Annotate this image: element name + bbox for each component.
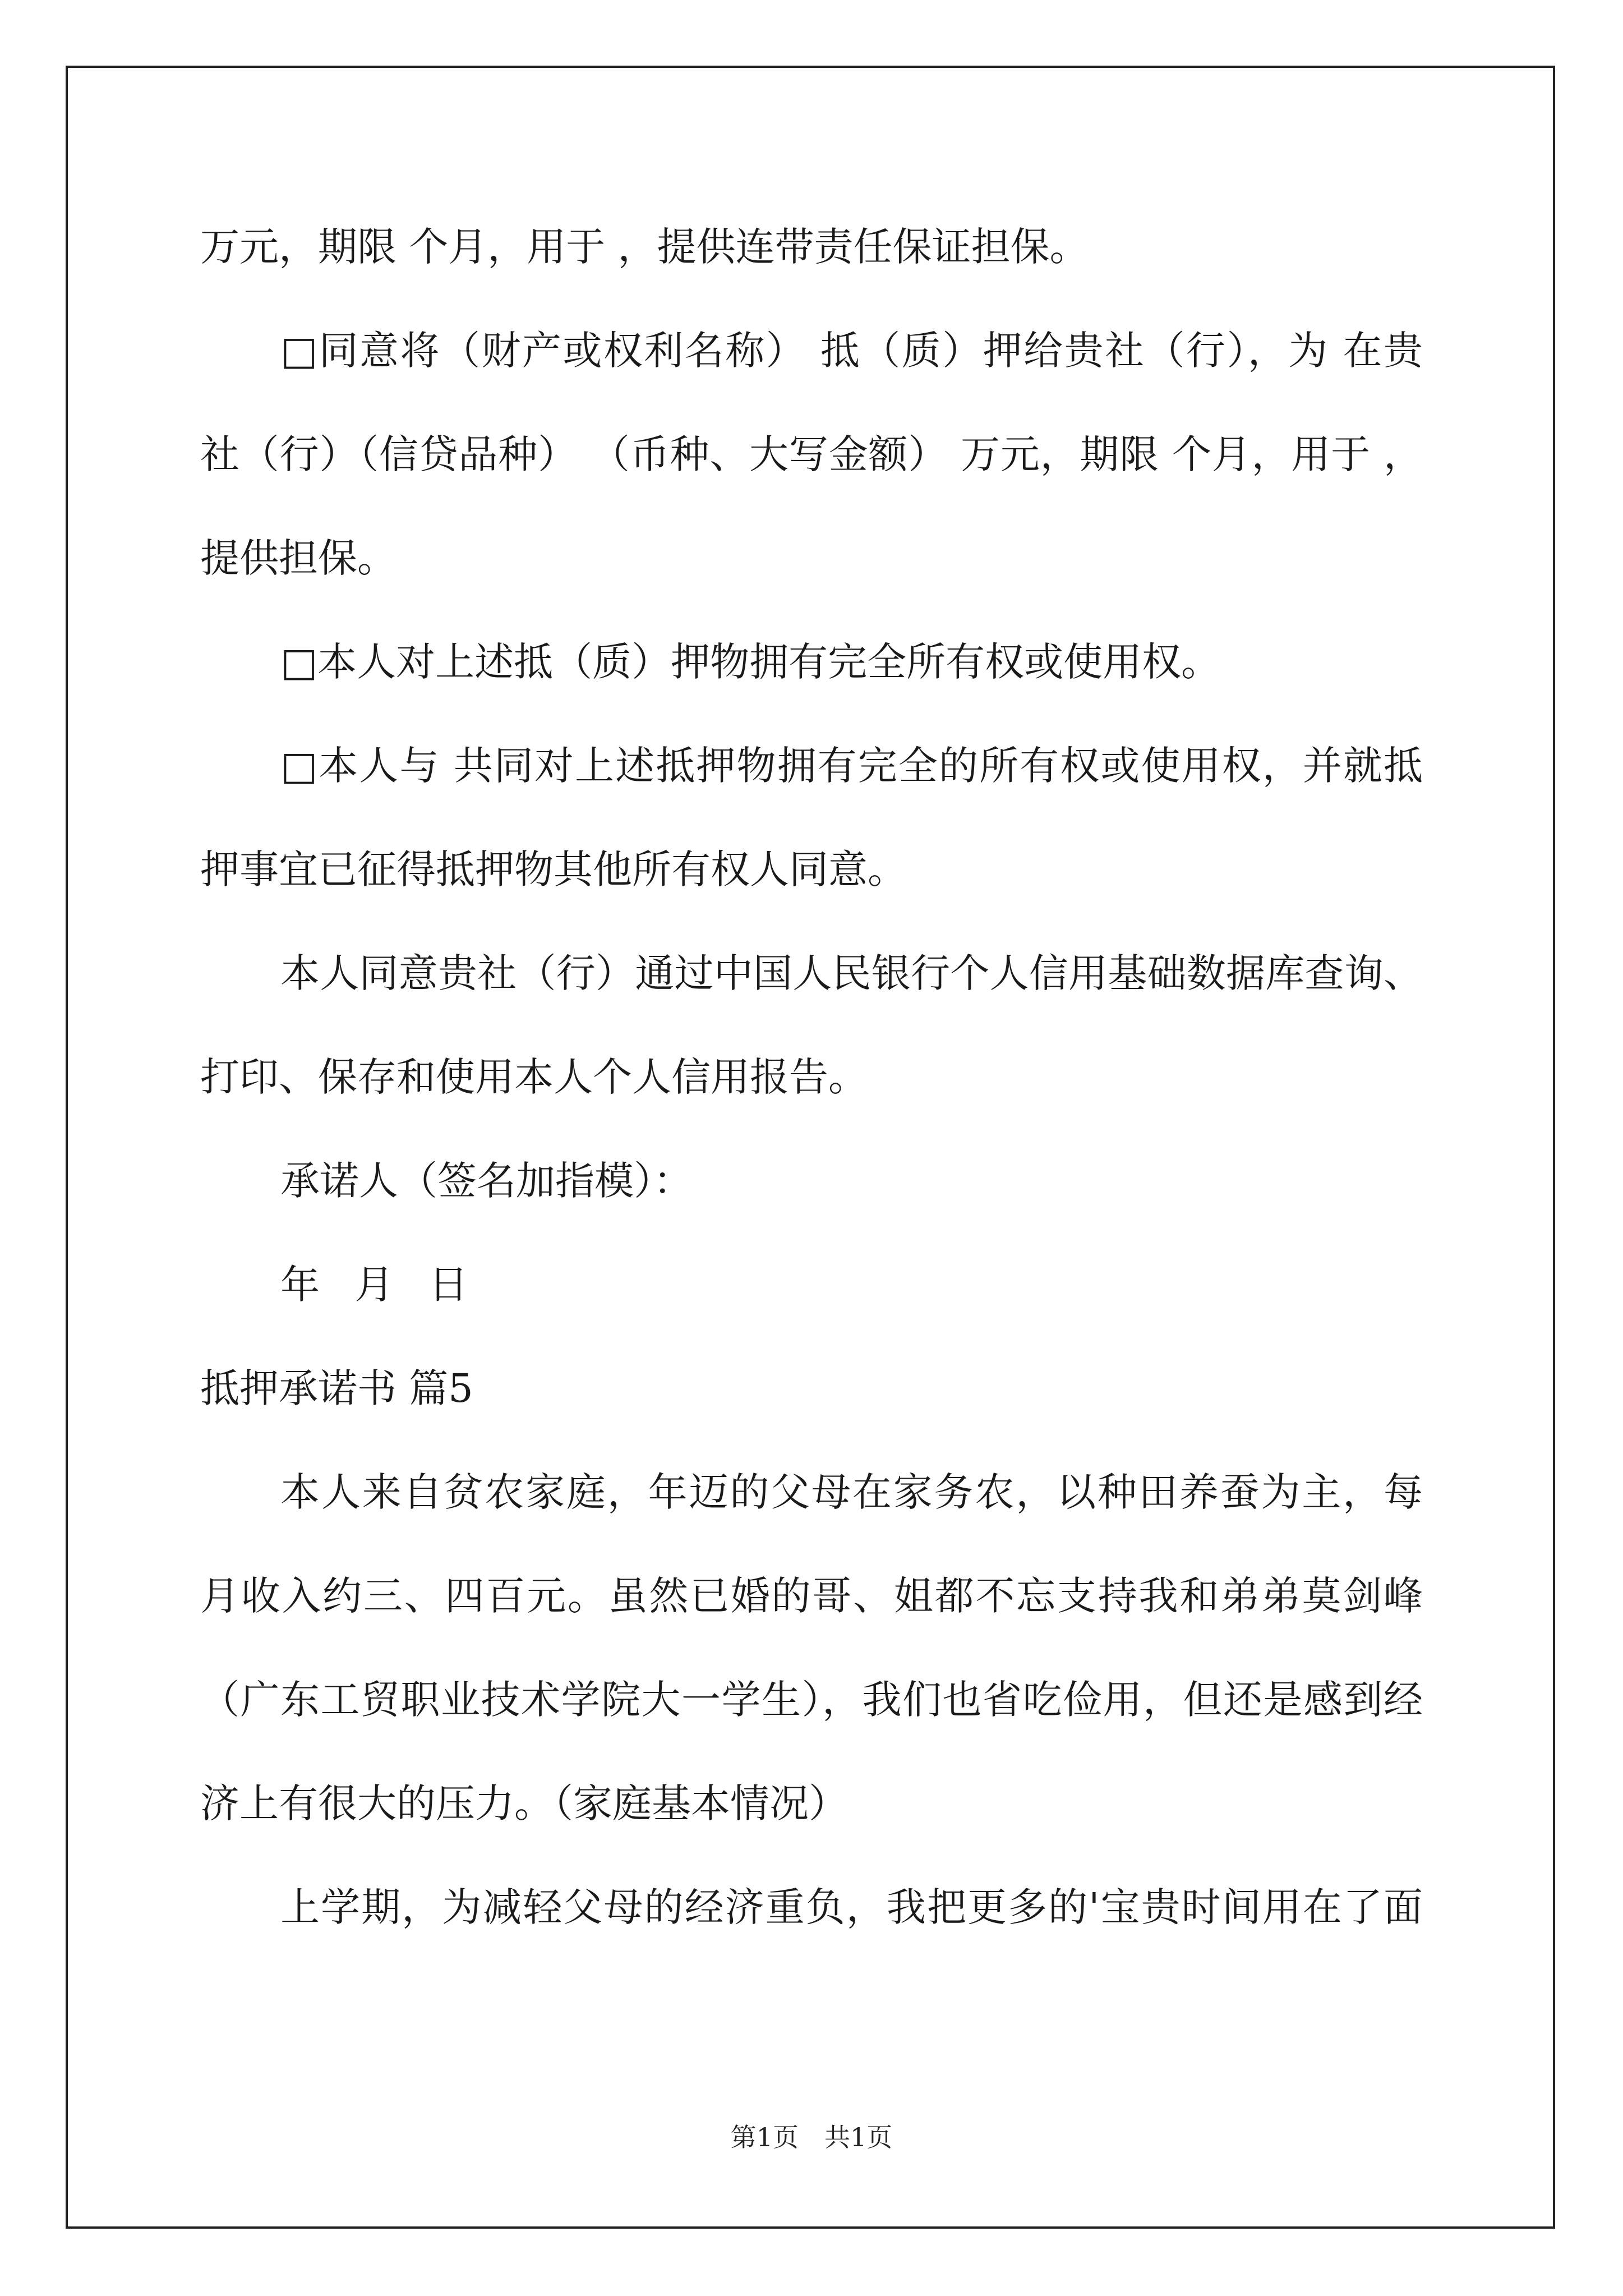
text-line-17: 上学期，为减轻父母的经济重负，我把更多的'宝贵时间用在了面 [280,1884,1423,1930]
text-line-7: 押事宜已征得抵押物其他所有权人同意。 [200,846,907,892]
signatory-label: 承诺人（签名加指模）： [280,1158,693,1204]
text-line-13: 本人来自贫农家庭，年迈的父母在家务农，以种田养蚕为主，每 [280,1469,1423,1515]
text-line-3: 社（行）（信贷品种） （币种、大写金额） 万元，期限 个月，用于 ， [200,431,1423,477]
text-line-15: （广东工贸职业技术学院大一学生），我们也省吃俭用，但还是感到经 [200,1677,1423,1723]
section-heading: 抵押承诺书 篇5 [200,1365,473,1411]
text-line-4: 提供担保。 [200,535,396,581]
text-line-8: 本人同意贵社（行）通过中国人民银行个人信用基础数据库查询、 [280,950,1423,996]
text-line-5: □本人对上述抵（质）押物拥有完全所有权或使用权。 [280,639,1221,685]
text-line-6: □本人与 共同对上述抵押物拥有完全的所有权或使用权，并就抵 [280,743,1423,789]
page-footer: 第1页 共1页 [730,2122,893,2152]
date-line: 年 月 日 [280,1262,468,1308]
text-line-14: 月收入约三、四百元。虽然已婚的哥、姐都不忘支持我和弟弟莫剑峰 [200,1573,1423,1619]
text-line-1: 万元，期限 个月，用于 ，提供连带责任保证担保。 [200,224,1089,270]
text-line-9: 打印、保存和使用本人个人信用报告。 [200,1054,868,1100]
text-line-16: 济上有很大的压力。（家庭基本情况） [200,1780,848,1826]
text-line-2: □同意将（财产或权利名称） 抵（质）押给贵社（行），为 在贵 [280,328,1423,374]
